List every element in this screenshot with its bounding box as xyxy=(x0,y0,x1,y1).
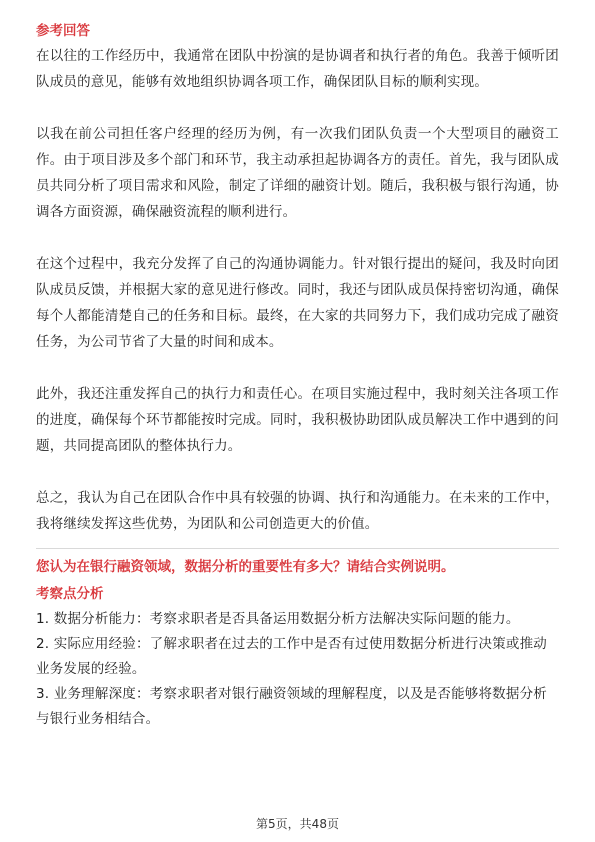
answer-paragraph-1: 在以往的工作经历中，我通常在团队中扮演的是协调者和执行者的角色。我善于倾听团队成员的意见，能够有效地组织协调各项工作，确保团队目标的顺利实现。 xyxy=(36,48,559,90)
question-title: 您认为在银行融资领域，数据分析的重要性有多大？请结合实例说明。 xyxy=(36,559,455,575)
point-item-1: 1. 数据分析能力：考察求职者是否具备运用数据分析方法解决实际问题的能力。 xyxy=(36,611,520,627)
answer-paragraph-2: 以我在前公司担任客户经理的经历为例，有一次我们团队负责一个大型项目的融资工作。由于项目涉及多个部门和环节，我主动承担起协调各方的责任。首先，我与团队成员共同分析了项目需求和风险，制定了详细的融资计划。随后，我积极与银行沟通，协调各方面资源，确保融资流程的顺利进行。 xyxy=(36,126,559,220)
answer-paragraph-3: 在这个过程中，我充分发挥了自己的沟通协调能力。针对银行提出的疑问，我及时向团队成员反馈，并根据大家的意见进行修改。同时，我还与团队成员保持密切沟通，确保每个人都能清楚自己的任务和目标。最终，在大家的共同努力下，我们成功完成了融资任务，为公司节省了大量的时间和成本。 xyxy=(36,256,559,350)
answer-heading: 参考回答 xyxy=(36,23,90,39)
document-page xyxy=(36,20,559,732)
page-footer: 第5页，共48页 xyxy=(256,817,339,831)
point-item-2: 2. 实际应用经验：了解求职者在过去的工作中是否有过使用数据分析进行决策或推动业务发展的经验。 xyxy=(36,636,547,677)
answer-paragraph-4: 此外，我还注重发挥自己的执行力和责任心。在项目实施过程中，我时刻关注各项工作的进度，确保每个环节都能按时完成。同时，我积极协助团队成员解决工作中遇到的问题，共同提高团队的整体执行力。 xyxy=(36,386,559,454)
section-divider xyxy=(36,548,559,549)
points-heading: 考察点分析 xyxy=(36,586,104,602)
point-item-3: 3. 业务理解深度：考察求职者对银行融资领域的理解程度，以及是否能够将数据分析与银行业务相结合。 xyxy=(36,686,547,727)
answer-paragraph-5: 总之，我认为自己在团队合作中具有较强的协调、执行和沟通能力。在未来的工作中，我将继续发挥这些优势，为团队和公司创造更大的价值。 xyxy=(36,490,559,532)
